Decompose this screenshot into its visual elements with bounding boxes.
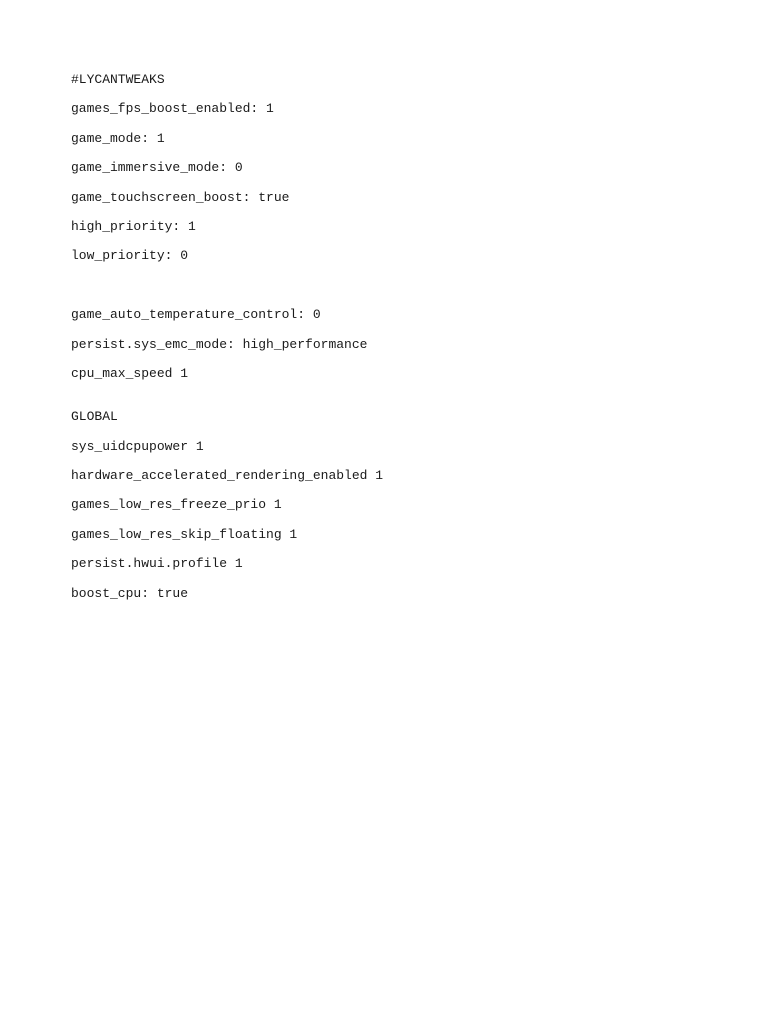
setting-line: boost_cpu: true [71, 585, 189, 601]
setting-line: hardware_accelerated_rendering_enabled 1 [71, 468, 384, 484]
setting-line: games_low_res_freeze_prio 1 [71, 497, 282, 513]
setting-line: persist.hwui.profile 1 [71, 556, 243, 572]
document-header: #LYCANTWEAKS [71, 72, 165, 87]
setting-line: game_touchscreen_boost: true [71, 189, 290, 205]
setting-line: sys_uidcpupower 1 [71, 438, 204, 454]
setting-line: game_auto_temperature_control: 0 [71, 307, 321, 323]
setting-line: game_immersive_mode: 0 [71, 160, 243, 176]
setting-line: high_priority: 1 [71, 218, 196, 234]
setting-line: low_priority: 0 [71, 248, 189, 264]
global-header: GLOBAL [71, 409, 118, 425]
blank-line [71, 394, 731, 408]
setting-line: persist.sys_emc_mode: high_performance [71, 336, 368, 352]
setting-line: game_mode: 1 [71, 130, 165, 146]
setting-line: games_fps_boost_enabled: 1 [71, 101, 274, 117]
document-page [71, 71, 731, 614]
setting-line: games_low_res_skip_floating 1 [71, 526, 298, 542]
setting-line: cpu_max_speed 1 [71, 365, 189, 381]
blank-line [71, 277, 731, 306]
